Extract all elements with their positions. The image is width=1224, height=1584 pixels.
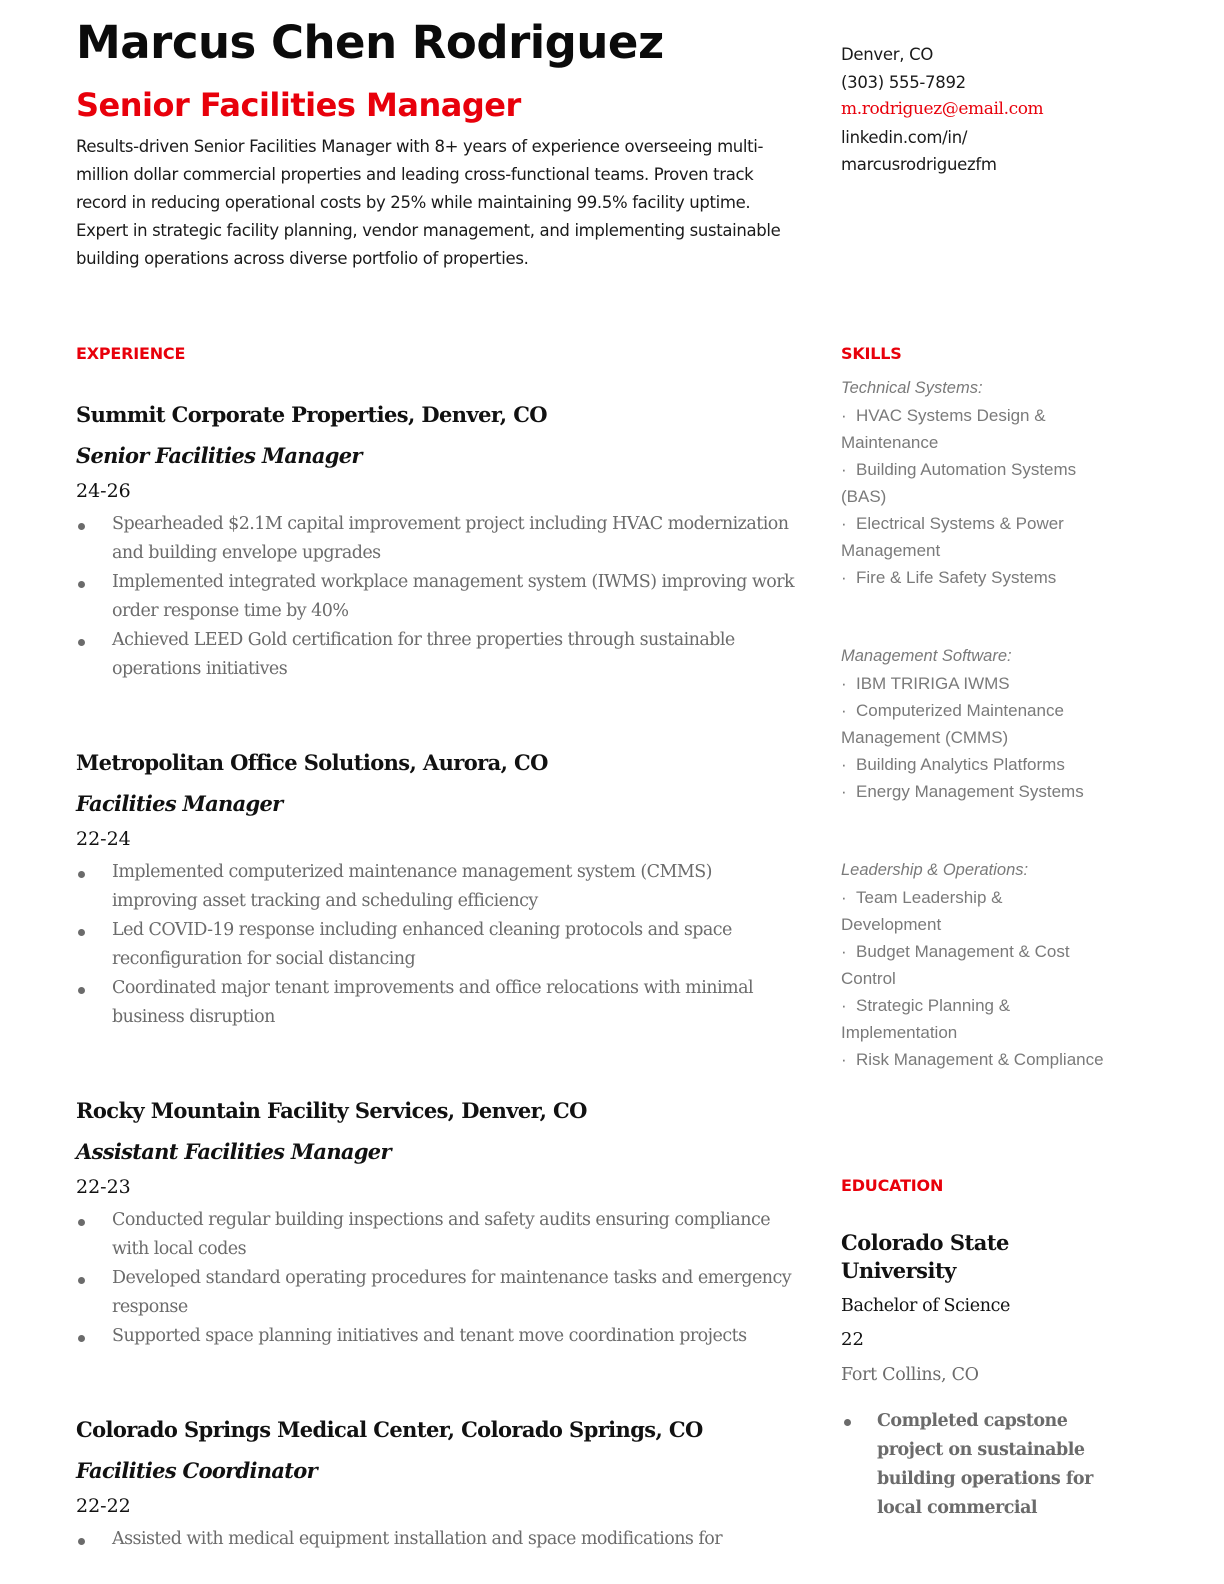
- job-bullet: [76, 1206, 796, 1264]
- skill-category: Management Software:: [841, 647, 1012, 665]
- job-dates: 22-23: [76, 1176, 131, 1198]
- bullet-dot-icon: ·: [841, 1050, 847, 1069]
- bullet-dot-icon: [78, 987, 85, 994]
- job-entry: [76, 1415, 796, 1554]
- candidate-name: Marcus Chen Rodriguez: [76, 16, 664, 69]
- skill-text: Energy Management Systems: [856, 782, 1084, 801]
- bullet-text: Coordinated major tenant improvements and office relocations with minimal business disruption: [112, 978, 754, 1027]
- skill-text: Electrical Systems & Power Management: [841, 514, 1064, 560]
- job-company: Rocky Mountain Facility Services, Denver, CO: [76, 1098, 587, 1123]
- education-bullet: [841, 1407, 1106, 1523]
- job-bullet: [76, 974, 796, 1032]
- skill-text: Strategic Planning & Implementation: [841, 996, 1011, 1042]
- bullet-dot-icon: ·: [841, 460, 847, 479]
- job-dates: 22-22: [76, 1495, 131, 1517]
- contact-linkedin-link[interactable]: [841, 124, 1043, 179]
- skill-group: [841, 857, 1106, 1073]
- job-bullet: [76, 858, 796, 916]
- education-bullets: [841, 1407, 1106, 1523]
- bullet-dot-icon: [78, 1277, 85, 1284]
- bullet-dot-icon: ·: [841, 406, 847, 425]
- skill-item: [841, 778, 1106, 805]
- bullet-text: Supported space planning initiatives and tenant move coordination projects: [112, 1326, 747, 1346]
- skill-text: Computerized Maintenance Management (CMMS): [841, 701, 1064, 747]
- skill-text: Risk Management & Compliance: [856, 1050, 1104, 1069]
- job-bullet: [76, 626, 796, 684]
- job-entry: [76, 1096, 796, 1351]
- bullet-dot-icon: [844, 1419, 851, 1426]
- skill-item: [841, 884, 1106, 938]
- bullet-text: Assisted with medical equipment installation and space modifications for: [112, 1529, 723, 1549]
- bullet-dot-icon: ·: [841, 782, 847, 801]
- contact-phone: (303) 555-7892: [841, 72, 966, 92]
- job-bullets: [76, 858, 796, 1032]
- skill-text: IBM TRIRIGA IWMS: [856, 674, 1010, 693]
- linkedin-line-2: marcusrodriguezfm: [841, 155, 997, 174]
- skill-item: [841, 670, 1106, 697]
- skill-category: Technical Systems:: [841, 379, 983, 397]
- bullet-dot-icon: ·: [841, 942, 847, 961]
- job-bullet: [76, 568, 796, 626]
- skill-item: [841, 456, 1106, 510]
- bullet-dot-icon: ·: [841, 888, 847, 907]
- job-bullets: [76, 1525, 796, 1554]
- contact-email-link[interactable]: m.rodriguez@email.com: [841, 99, 1044, 119]
- bullet-dot-icon: ·: [841, 568, 847, 587]
- skill-item: [841, 938, 1106, 992]
- skill-item: [841, 1046, 1106, 1073]
- job-dates: 24-26: [76, 480, 131, 502]
- education-entry: [841, 1229, 1106, 1523]
- education-heading: EDUCATION: [841, 1176, 944, 1195]
- job-entry: [76, 400, 796, 684]
- job-bullets: [76, 510, 796, 684]
- job-bullet: [76, 916, 796, 974]
- job-dates: 22-24: [76, 828, 131, 850]
- bullet-text: Developed standard operating procedures for maintenance tasks and emergency response: [112, 1268, 792, 1317]
- bullet-dot-icon: [78, 523, 85, 530]
- professional-summary: Results-driven Senior Facilities Manager with 8+ years of experience overseeing multi-million dollar commercial properties and leading cross-functional teams. Proven track record in reducing operational costs by 25% while maintaining 99.5% facility uptime. Expert in strategic facility planning, vendor management, and implementing sustainable building operations across diverse portfolio of properties.: [76, 137, 781, 268]
- bullet-dot-icon: [78, 871, 85, 878]
- skill-item: [841, 564, 1106, 591]
- skill-text: Building Analytics Platforms: [856, 755, 1065, 774]
- job-role: Facilities Coordinator: [76, 1458, 317, 1483]
- job-role: Facilities Manager: [76, 791, 283, 816]
- skill-category: Leadership & Operations:: [841, 861, 1029, 879]
- bullet-dot-icon: [78, 929, 85, 936]
- job-company: Summit Corporate Properties, Denver, CO: [76, 402, 548, 427]
- experience-heading: EXPERIENCE: [76, 344, 186, 363]
- skill-group: [841, 643, 1106, 805]
- bullet-text: Implemented computerized maintenance management system (CMMS) improving asset tracking and scheduling efficiency: [112, 862, 712, 911]
- job-bullet: [76, 1322, 796, 1351]
- education-year: 22: [841, 1329, 864, 1350]
- job-company: Colorado Springs Medical Center, Colorado Springs, CO: [76, 1417, 703, 1442]
- education-school: Colorado State University: [841, 1230, 1009, 1283]
- skill-text: Team Leadership & Development: [841, 888, 1003, 934]
- bullet-dot-icon: ·: [841, 996, 847, 1015]
- bullet-dot-icon: ·: [841, 674, 847, 693]
- bullet-text: Completed capstone project on sustainable building operations for local commercial: [877, 1411, 1093, 1518]
- skill-text: Building Automation Systems (BAS): [841, 460, 1077, 506]
- bullet-dot-icon: ·: [841, 514, 847, 533]
- bullet-dot-icon: ·: [841, 755, 847, 774]
- bullet-dot-icon: [78, 1538, 85, 1545]
- bullet-dot-icon: [78, 1335, 85, 1342]
- skill-text: HVAC Systems Design & Maintenance: [841, 406, 1046, 452]
- bullet-text: Achieved LEED Gold certification for three properties through sustainable operations initiatives: [112, 630, 735, 679]
- skill-item: [841, 510, 1106, 564]
- candidate-title: Senior Facilities Manager: [76, 86, 521, 124]
- skill-item: [841, 751, 1106, 778]
- skills-heading: SKILLS: [841, 344, 902, 363]
- job-role: Assistant Facilities Manager: [76, 1139, 391, 1164]
- bullet-text: Implemented integrated workplace management system (IWMS) improving work order response time by 40%: [112, 572, 795, 621]
- skill-item: [841, 402, 1106, 456]
- education-degree: Bachelor of Science: [841, 1296, 1010, 1316]
- contact-block: [841, 41, 1043, 179]
- job-role: Senior Facilities Manager: [76, 443, 362, 468]
- skill-item: [841, 992, 1106, 1046]
- skill-text: Fire & Life Safety Systems: [856, 568, 1057, 587]
- bullet-text: Conducted regular building inspections and safety audits ensuring compliance with local codes: [112, 1210, 771, 1259]
- skill-text: Budget Management & Cost Control: [841, 942, 1070, 988]
- skill-item: [841, 697, 1106, 751]
- bullet-text: Led COVID-19 response including enhanced cleaning protocols and space reconfiguration for social distancing: [112, 920, 732, 969]
- job-entry: [76, 748, 796, 1032]
- linkedin-line-1: linkedin.com/in/: [841, 127, 968, 147]
- job-bullets: [76, 1206, 796, 1351]
- job-bullet: [76, 1264, 796, 1322]
- education-location: Fort Collins, CO: [841, 1365, 979, 1385]
- bullet-dot-icon: [78, 639, 85, 646]
- bullet-dot-icon: [78, 1219, 85, 1226]
- bullet-dot-icon: [78, 581, 85, 588]
- job-company: Metropolitan Office Solutions, Aurora, CO: [76, 750, 548, 775]
- contact-location: Denver, CO: [841, 45, 934, 64]
- skill-group: [841, 375, 1106, 591]
- job-bullet: [76, 510, 796, 568]
- bullet-text: Spearheaded $2.1M capital improvement project including HVAC modernization and building envelope upgrades: [112, 514, 789, 563]
- bullet-dot-icon: ·: [841, 701, 847, 720]
- job-bullet: [76, 1525, 796, 1554]
